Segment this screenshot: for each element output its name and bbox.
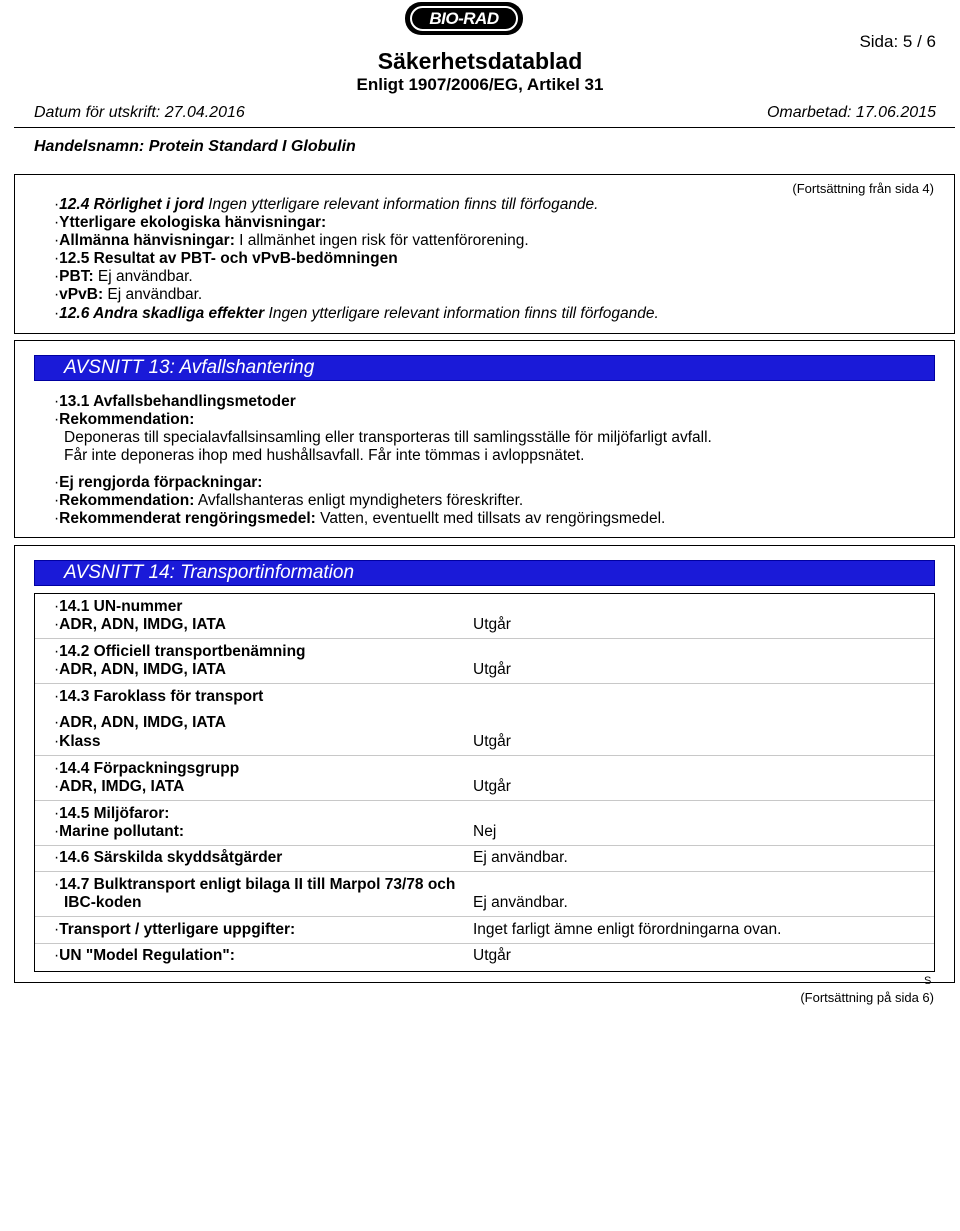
page-number: Sida: 5 / 6 (859, 32, 936, 51)
bulk-transport-label-2: IBC-koden (64, 894, 142, 911)
un-number-modes: · ADR, ADN, IMDG, IATA (54, 616, 226, 634)
sec13-text-1: Deponeras till specialavfallsinsamling eller transporteras till samlingsställe för miljöfarligt avfall. (64, 429, 712, 446)
logo-text: BIO-RAD (429, 8, 499, 28)
sec12-pbt-heading: · 12.5 Resultat av PBT- och vPvB-bedömningen (54, 250, 398, 268)
env-hazards-heading: · 14.5 Miljöfaror: (54, 805, 169, 823)
transport-additional-label: · Transport / ytterligare uppgifter: (54, 921, 295, 939)
sec13-text-2: Får inte deponeras ihop med hushållsavfall. Får inte tömmas i avloppsnätet. (64, 447, 585, 464)
page-title: Säkerhetsdatablad (377, 48, 583, 74)
un-number-heading: · 14.1 UN-nummer (54, 598, 182, 616)
sec12-general-notes: · Allmänna hänvisningar: I allmänhet ingen risk för vattenförorening. (54, 232, 529, 250)
packing-group-heading: · 14.4 Förpackningsgrupp (54, 760, 239, 778)
bulk-transport-value: Ej användbar. (473, 894, 568, 911)
sec12-pbt: · PBT: Ej användbar. (54, 268, 193, 286)
shipping-name-value: Utgår (473, 661, 511, 678)
bio-rad-logo (405, 2, 523, 35)
hazard-class-value: Utgår (473, 733, 511, 750)
transport-additional-value: Inget farligt ämne enligt förordningarna ovan. (473, 921, 782, 938)
row-divider (35, 871, 934, 872)
hazard-class-modes: · ADR, ADN, IMDG, IATA (54, 714, 226, 732)
row-divider (35, 800, 934, 801)
sec12-mobility: · 12.4 Rörlighet i jord Ingen ytterligare relevant information finns till förfogande. (54, 196, 598, 214)
sec13-cleaning-agent: · Rekommenderat rengöringsmedel: Vatten, eventuellt med tillsats av rengöringsmedel. (54, 510, 665, 528)
un-number-value: Utgår (473, 616, 511, 633)
un-model-regulation-label: · UN "Model Regulation": (54, 947, 235, 965)
page-subtitle: Enligt 1907/2006/EG, Artikel 31 (356, 75, 604, 94)
row-divider (35, 943, 934, 944)
sec12-additional-eco: · Ytterligare ekologiska hänvisningar: (54, 214, 326, 232)
sec13-recommendation: · Rekommendation: (54, 411, 194, 429)
bulk-transport-label: · 14.7 Bulktransport enligt bilaga II till Marpol 73/78 och (54, 876, 455, 894)
sec13-uncleaned: · Ej rengjorda förpackningar: (54, 474, 262, 492)
row-divider (35, 845, 934, 846)
special-precautions-label: · 14.6 Särskilda skyddsåtgärder (54, 849, 282, 867)
hazard-class-label: · Klass (54, 733, 101, 751)
sec12-vpvb: · vPvB: Ej användbar. (54, 286, 202, 304)
packing-group-value: Utgår (473, 778, 511, 795)
language-mark: S (924, 975, 932, 987)
shipping-name-heading: · 14.2 Officiell transportbenämning (54, 643, 306, 661)
section-13-header: AVSNITT 13: Avfallshantering (34, 355, 935, 381)
un-model-regulation-value: Utgår (473, 947, 511, 964)
section-14-header: AVSNITT 14: Transportinformation (34, 560, 935, 586)
sec13-methods: · 13.1 Avfallsbehandlingsmetoder (54, 393, 296, 411)
row-divider (35, 755, 934, 756)
special-precautions-value: Ej användbar. (473, 849, 568, 866)
row-divider (35, 683, 934, 684)
header-divider (14, 127, 955, 128)
continued-to: (Fortsättning på sida 6) (800, 990, 934, 1005)
packing-group-modes: · ADR, IMDG, IATA (54, 778, 184, 796)
row-divider (35, 638, 934, 639)
hazard-class-heading: · 14.3 Faroklass för transport (54, 688, 263, 706)
trade-name: Handelsnamn: Protein Standard I Globulin (34, 138, 356, 155)
continued-from: (Fortsättning från sida 4) (792, 181, 934, 196)
row-divider (35, 916, 934, 917)
sec12-other-effects: · 12.6 Andra skadliga effekter Ingen ytterligare relevant information finns till förfogande. (54, 305, 659, 323)
sec13-recommendation-2: · Rekommendation: Avfallshanteras enligt myndigheters föreskrifter. (54, 492, 523, 510)
print-date: Datum för utskrift: 27.04.2016 (34, 104, 245, 121)
marine-pollutant-label: · Marine pollutant: (54, 823, 184, 841)
marine-pollutant-value: Nej (473, 823, 497, 840)
revised-date: Omarbetad: 17.06.2015 (766, 104, 936, 121)
shipping-name-modes: · ADR, ADN, IMDG, IATA (54, 661, 226, 679)
